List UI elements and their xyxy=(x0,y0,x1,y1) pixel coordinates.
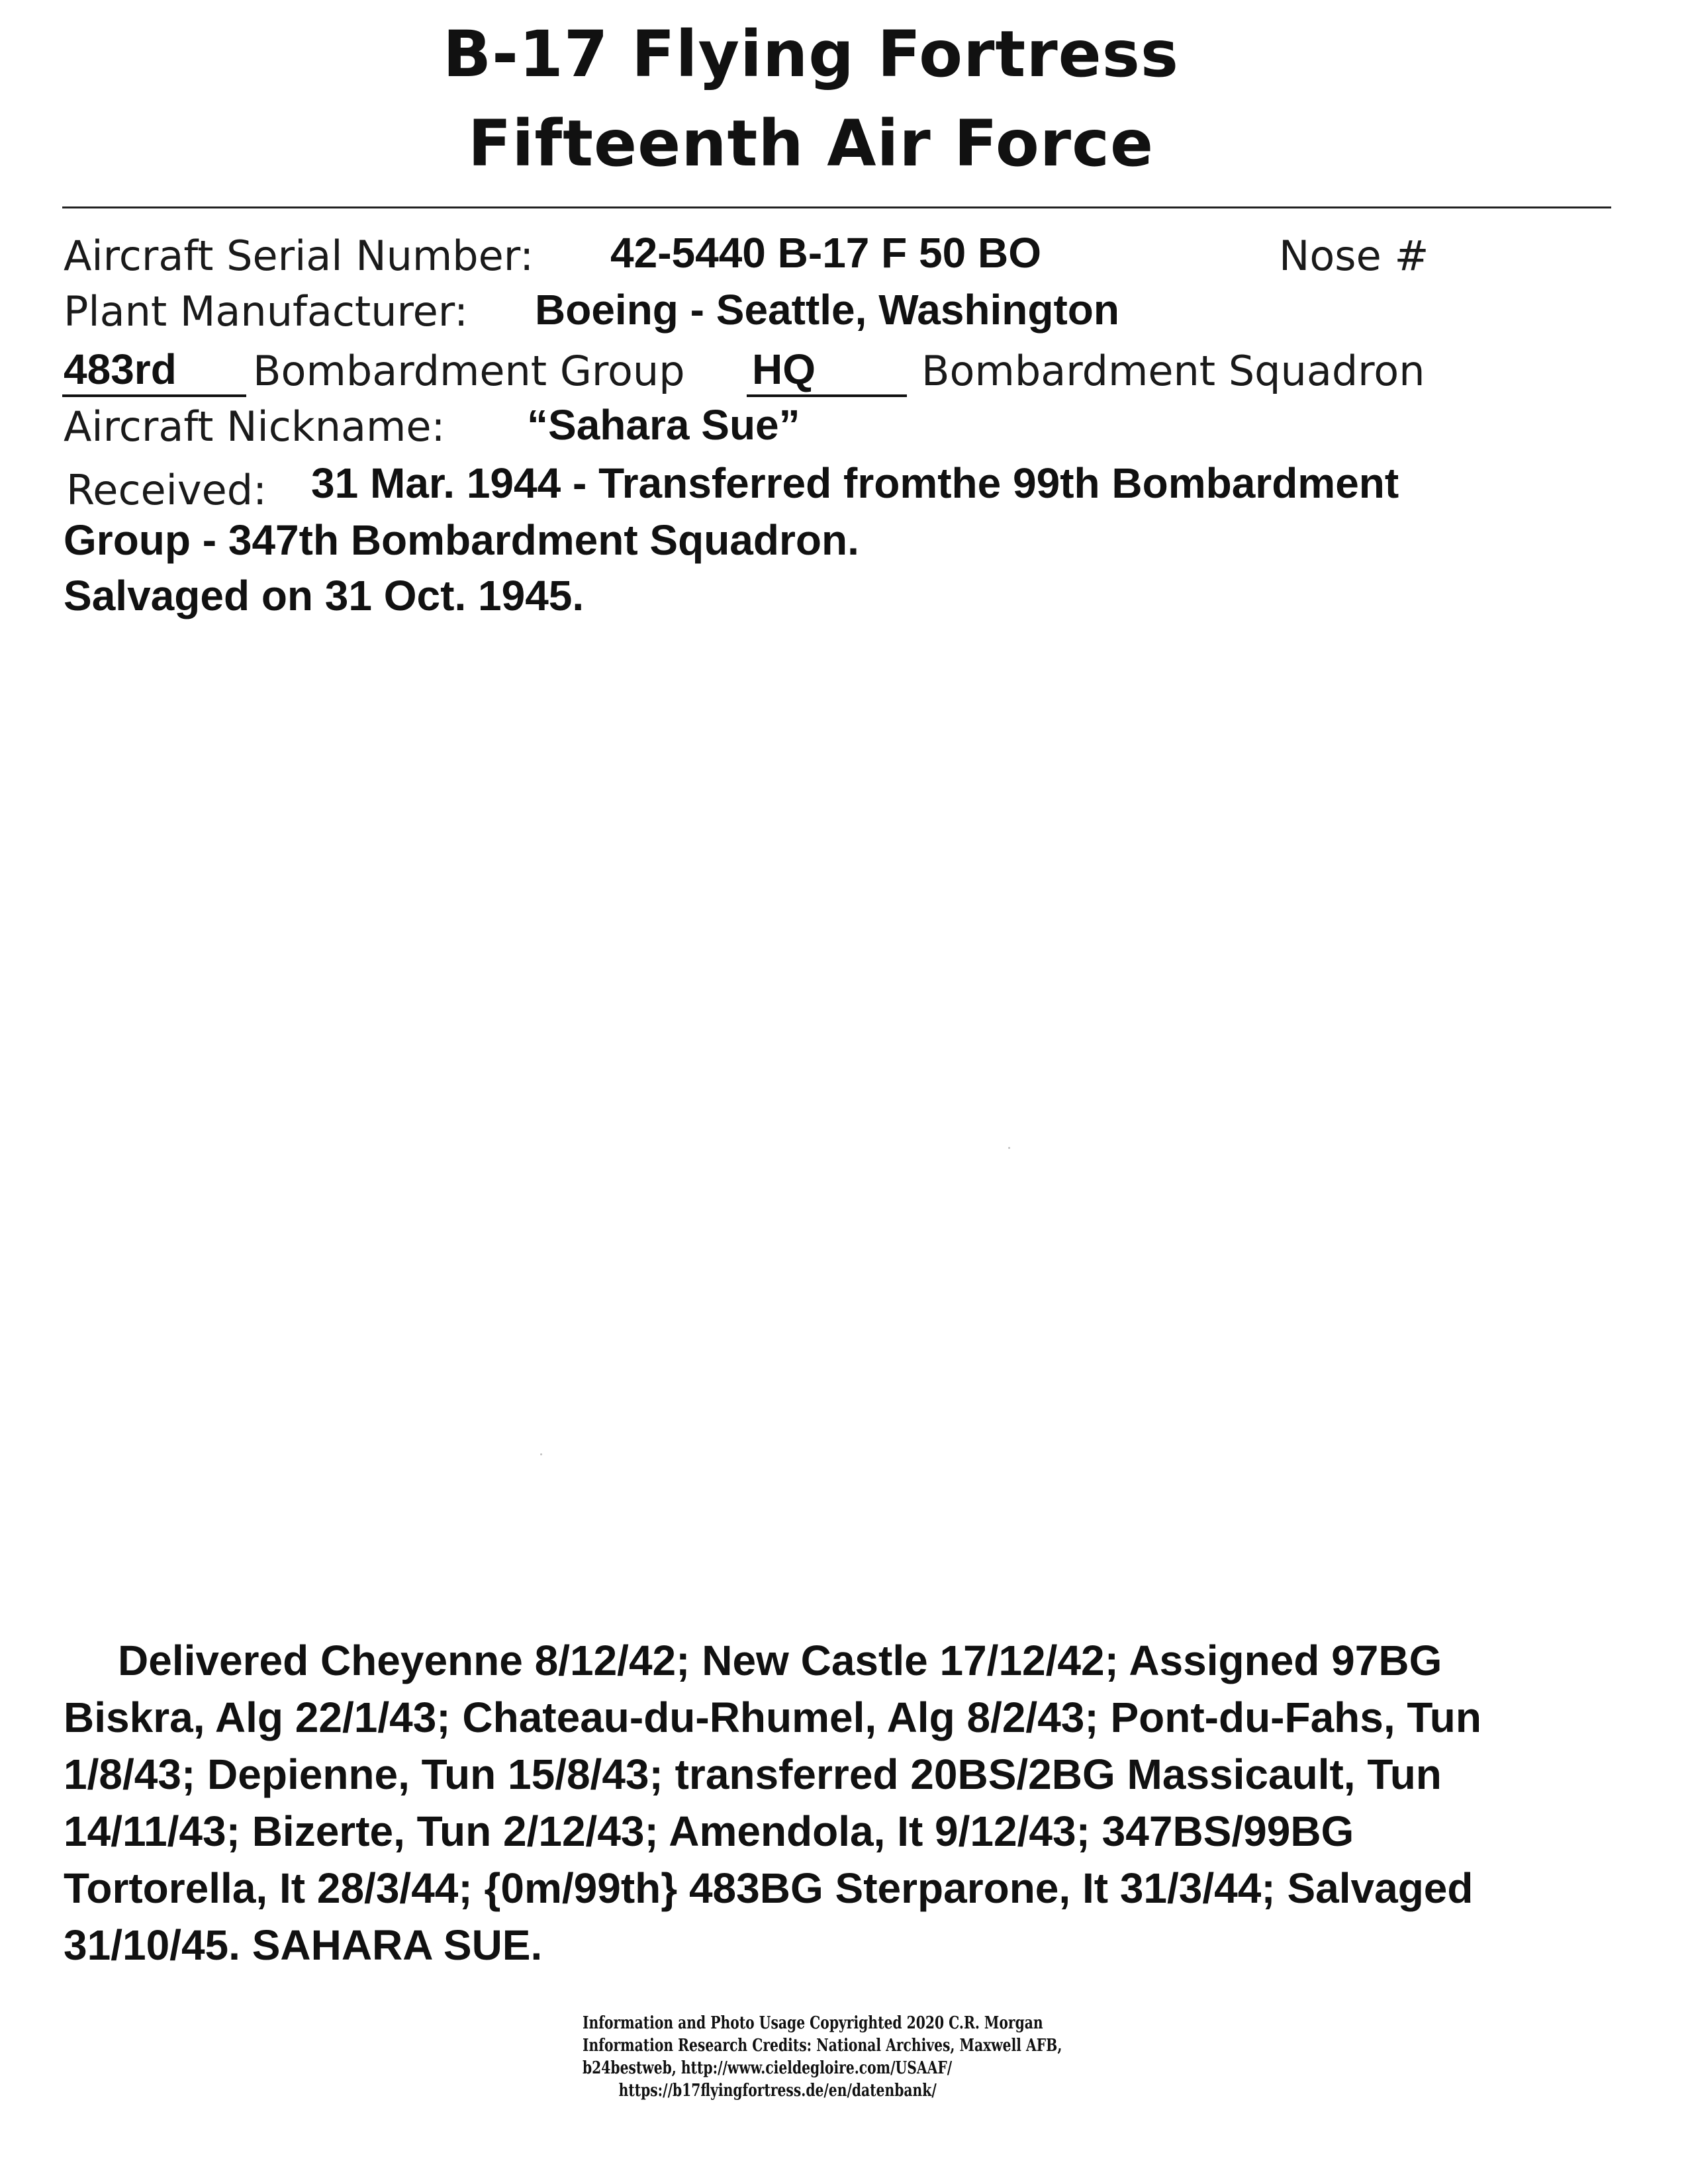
squadron-blank-line xyxy=(747,394,907,397)
history-line: Delivered Cheyenne 8/12/42; New Castle 17/12/42; Assigned 97BG xyxy=(118,1637,1442,1684)
title-line-1: B-17 Flying Fortress xyxy=(442,17,1180,91)
title-line-2: Fifteenth Air Force xyxy=(467,107,1154,181)
manufacturer-label: Plant Manufacturer: xyxy=(64,287,469,336)
credits-line: Information and Photo Usage Copyrighted 2020 C.R. Morgan xyxy=(583,2013,1043,2033)
nickname-value: “Sahara Sue” xyxy=(527,401,800,449)
group-value: 483rd xyxy=(64,345,177,393)
credits-block xyxy=(583,2012,1062,2102)
history-line: Biskra, Alg 22/1/43; Chateau-du-Rhumel, Alg 8/2/43; Pont-du-Fahs, Tun xyxy=(64,1694,1481,1741)
history-line: Tortorella, It 28/3/44; {0m/99th} 483BG Sterparone, It 31/3/44; Salvaged xyxy=(64,1864,1474,1912)
history-line: 14/11/43; Bizerte, Tun 2/12/43; Amendola, It 9/12/43; 347BS/99BG xyxy=(64,1807,1354,1855)
squadron-label: Bombardment Squadron xyxy=(921,347,1425,395)
group-blank-line xyxy=(62,394,246,397)
received-line-2: Group - 347th Bombardment Squadron. xyxy=(64,516,859,564)
serial-number-value: 42-5440 B-17 F 50 BO xyxy=(610,229,1041,277)
history-line: 1/8/43; Depienne, Tun 15/8/43; transferred 20BS/2BG Massicault, Tun xyxy=(64,1751,1442,1798)
squadron-value: HQ xyxy=(752,345,816,393)
header-divider xyxy=(62,206,1611,208)
group-label: Bombardment Group xyxy=(253,347,685,395)
nose-number-label: Nose # xyxy=(1279,232,1429,280)
scan-speck xyxy=(540,1453,542,1455)
received-line-1: 31 Mar. 1944 - Transferred fromthe 99th Bombardment xyxy=(311,459,1399,507)
history-line: 31/10/45. SAHARA SUE. xyxy=(64,1921,543,1969)
credits-line: b24bestweb, http://www.cieldegloire.com/USAAF/ xyxy=(583,2058,953,2078)
manufacturer-value: Boeing - Seattle, Washington xyxy=(535,286,1119,334)
credits-line: Information Research Credits: National Archives, Maxwell AFB, xyxy=(583,2036,1062,2056)
scan-speck xyxy=(1008,1147,1010,1149)
salvaged-line: Salvaged on 31 Oct. 1945. xyxy=(64,572,585,619)
received-label: Received: xyxy=(66,466,267,514)
serial-number-label: Aircraft Serial Number: xyxy=(64,232,534,280)
nickname-label: Aircraft Nickname: xyxy=(64,402,445,451)
credits-line: https://b17flyingfortress.de/en/datenbank/ xyxy=(618,2081,937,2101)
history-paragraph xyxy=(64,1632,1481,1974)
